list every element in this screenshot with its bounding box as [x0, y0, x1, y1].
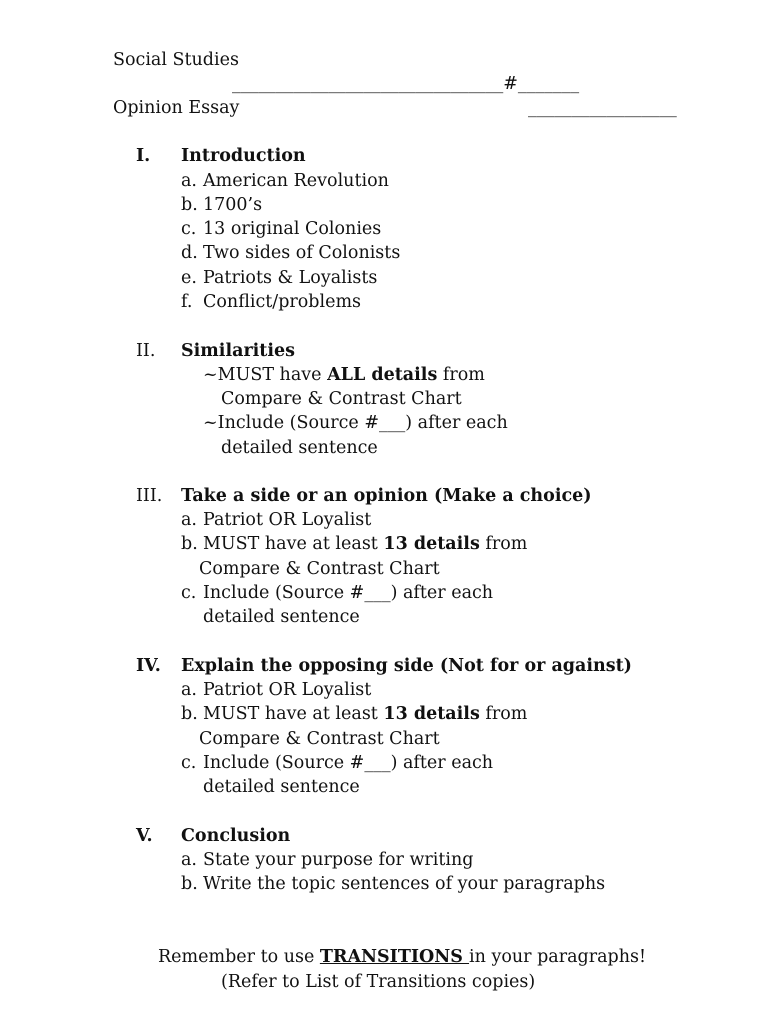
- section-numeral: V.: [136, 826, 153, 846]
- list-item: e. Patriots & Loyalists: [181, 268, 378, 288]
- list-item: c. Include (Source #___) after each: [181, 753, 494, 773]
- list-item-continuation: detailed sentence: [203, 777, 360, 797]
- section-line: ~Include (Source #___) after each: [203, 413, 508, 433]
- list-item: d. Two sides of Colonists: [181, 243, 401, 263]
- transitions-reminder: Remember to use TRANSITIONS in your paragraphs!: [158, 947, 647, 967]
- section-title: Conclusion: [181, 826, 291, 846]
- section-title: Take a side or an opinion (Make a choice): [181, 486, 592, 506]
- list-item: c. Include (Source #___) after each: [181, 583, 494, 603]
- list-item: b. MUST have at least 13 details from: [181, 534, 528, 554]
- list-item-continuation: detailed sentence: [203, 607, 360, 627]
- section-title: Explain the opposing side (Not for or against): [181, 656, 632, 676]
- transitions-reference: (Refer to List of Transitions copies): [221, 972, 536, 992]
- list-item: b. 1700’s: [181, 195, 263, 215]
- section-line: ~MUST have ALL details from: [203, 365, 485, 385]
- list-item: a. American Revolution: [181, 171, 389, 191]
- list-item-continuation: Compare & Contrast Chart: [199, 559, 440, 579]
- section-line: Compare & Contrast Chart: [221, 389, 462, 409]
- list-item: f. Conflict/problems: [181, 292, 362, 312]
- list-item: b. MUST have at least 13 details from: [181, 704, 528, 724]
- assignment-title: Opinion Essay: [113, 98, 240, 118]
- list-item: a. Patriot OR Loyalist: [181, 510, 372, 530]
- section-numeral: IV.: [136, 656, 161, 676]
- list-item-continuation: Compare & Contrast Chart: [199, 729, 440, 749]
- list-item: a. State your purpose for writing: [181, 850, 474, 870]
- date-line: _________________: [528, 98, 677, 118]
- section-title: Similarities: [181, 341, 296, 361]
- list-item: b. Write the topic sentences of your paragraphs: [181, 874, 606, 894]
- section-numeral: I.: [136, 146, 151, 166]
- section-numeral: II.: [136, 341, 156, 361]
- list-item: c. 13 original Colonies: [181, 219, 382, 239]
- section-numeral: III.: [136, 486, 163, 506]
- subject-label: Social Studies: [113, 50, 239, 70]
- section-line: detailed sentence: [221, 438, 378, 458]
- section-title: Introduction: [181, 146, 306, 166]
- list-item: a. Patriot OR Loyalist: [181, 680, 372, 700]
- name-number-line: _______________________________#_______: [232, 74, 580, 94]
